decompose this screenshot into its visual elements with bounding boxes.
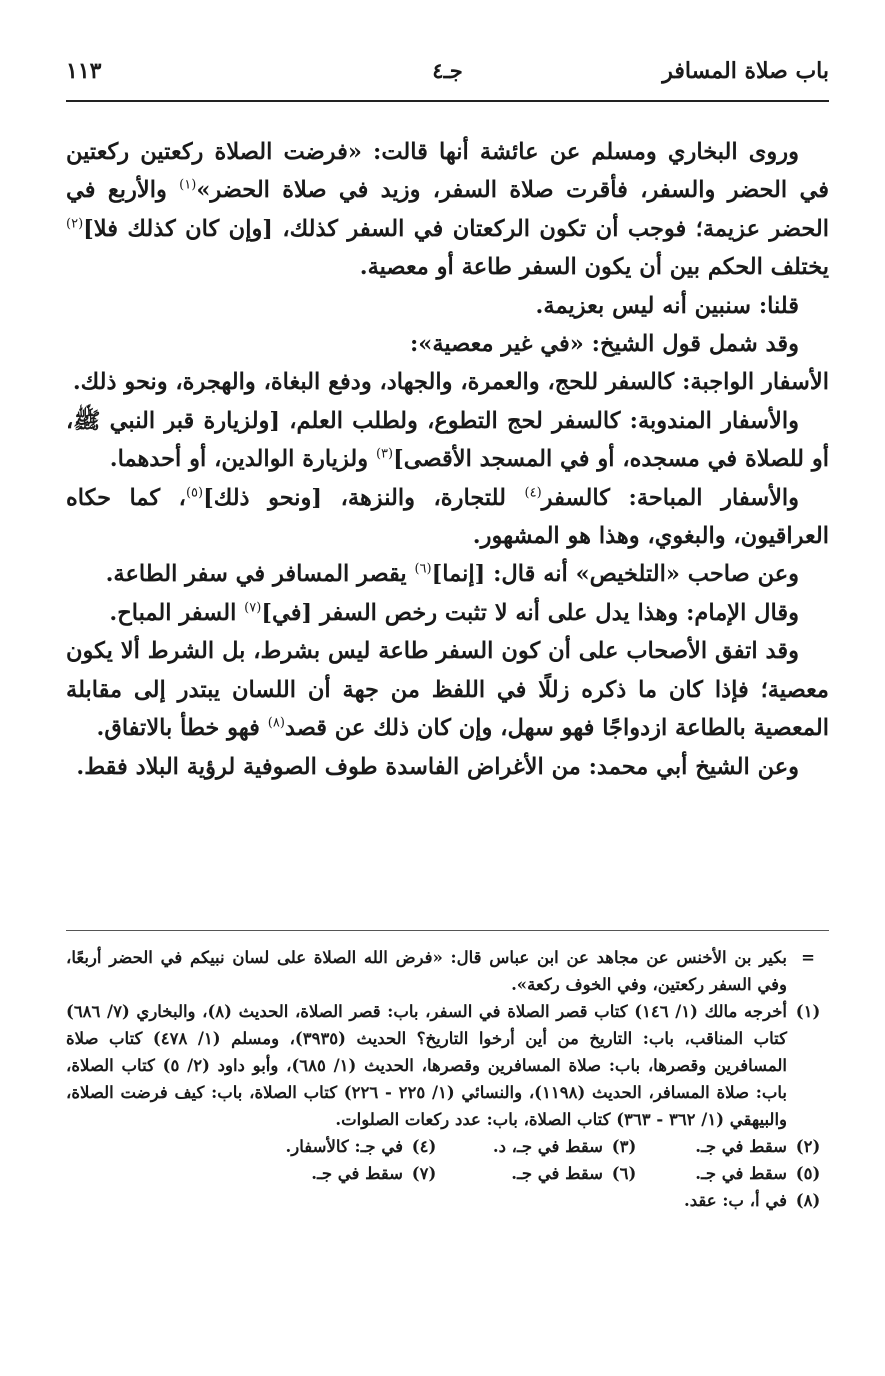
footnote-text: أخرجه مالك (١/ ١٤٦) كتاب قصر الصلاة في السفر، باب: قصر الصلاة، الحديث (٨)، والبخاري (٧/ ٦٨٦) كتاب المناقب، باب: التاريخ من أين أرخوا التاريخ؟ الحديث (٣٩٣٥)، ومسلم (١/ ٤٧٨) كتاب صلاة المسافرين وقصرها، باب: صلاة المسافرين وقصرها، الحديث (١/ ٦٨٥)، وأبو داود (٢/ ٥) كتاب الصلاة، باب: صلاة المسافر، الحديث (١١٩٨)، والنسائي (١/ ٢٢٥ - ٢٢٦) كتاب الصلاة، باب: كيف فرضت الصلاة، والبيهقي (١/ ٣٦٢ - ٣٦٣) كتاب الصلاة، باب: عدد ركعات الصلوات. (66, 1002, 787, 1129)
paragraph-text: يختلف الحكم بين أن يكون السفر طاعة أو معصية. (359, 254, 829, 281)
footnote-6 (445, 1160, 645, 1187)
paragraph (66, 594, 829, 632)
footnote-marker: (١) (795, 1002, 821, 1021)
footnote-7 (66, 1160, 445, 1187)
paragraph-text: وقال الإمام: وهذا يدل على أنه لا تثبت رخص السفر [في] (261, 599, 799, 626)
footnote-rule (66, 930, 829, 931)
paragraph-text: وعن صاحب «التلخيص» أنه قال: [إنما] (431, 561, 799, 588)
paragraph-text: السفر المباح. (109, 599, 245, 626)
paragraph (66, 632, 829, 747)
footnote-ref: (٦) (414, 561, 432, 577)
running-header (66, 58, 829, 94)
paragraph (66, 555, 829, 593)
footnote-marker: (٥) (795, 1164, 821, 1183)
chapter-title: باب صلاة المسافر (662, 58, 829, 84)
footnote-marker: (٣) (611, 1137, 637, 1156)
paragraph-text: والأسفار المباحة: كالسفر (541, 484, 800, 511)
footnote-text: سقط في جـ، د. (492, 1137, 603, 1156)
footnote-text: سقط في جـ. (695, 1164, 787, 1183)
footnote-ref: (٢) (66, 216, 84, 232)
footnote-4 (66, 1133, 445, 1160)
footnote-text: سقط في جـ. (695, 1137, 787, 1156)
paragraph (66, 402, 829, 479)
footnote-marker: (٢) (795, 1137, 821, 1156)
footnote-marker: (٨) (795, 1191, 821, 1210)
footnote-text: بكير بن الأخنس عن مجاهد عن ابن عباس قال: «فرض الله الصلاة على لسان نبيكم في الحضر أربعًا، وفي السفر ركعتين، وفي الخوف ركعة». (66, 948, 787, 994)
footnotes (66, 944, 829, 1214)
paragraph: قلنا: سنبين أنه ليس بعزيمة. (535, 292, 799, 319)
footnote-marker: (٦) (611, 1164, 637, 1183)
paragraph-text: ، كما حكاه العراقيون، والبغوي، وهذا هو المشهور. (66, 484, 829, 550)
paragraph (66, 479, 829, 556)
footnote-ref: (٥) (185, 485, 204, 501)
footnote-text: سقط في جـ. (511, 1164, 603, 1183)
paragraph-text: وروى البخاري ومسلم عن عائشة أنها قالت: «فرضت الصلاة ركعتين ركعتين في الحضر والسفر، فأقرت صلاة السفر، وزيد في صلاة الحضر» (66, 139, 829, 204)
footnote-5 (645, 1160, 829, 1187)
footnote-marker: = (801, 948, 815, 967)
footnote-continuation (66, 944, 829, 998)
paragraph-text: يقصر المسافر في سفر الطاعة. (105, 561, 415, 588)
short-footnotes (66, 1133, 829, 1214)
footnote-marker: (٧) (411, 1164, 437, 1183)
paragraph-text: والأربع في الحضر عزيمة؛ فوجب أن تكون الركعتان في السفر كذلك، [وإن كان كذلك فلا] (66, 177, 829, 242)
main-text (66, 133, 829, 786)
footnote-text: في أ، ب: عقد. (683, 1191, 787, 1210)
volume-label: جـ٤ (432, 58, 463, 83)
paragraph (66, 133, 829, 287)
footnote-text: في جـ: كالأسفار. (285, 1137, 403, 1156)
paragraph-text: للتجارة، والنزهة، [ونحو ذلك] (203, 484, 525, 511)
paragraph-text: وقد اتفق الأصحاب على أن كون السفر طاعة ليس بشرط، بل الشرط ألا يكون معصية؛ فإذا كان ما ذكره زللًا في اللفظ من جهة أن اللسان يبتدر إلى مقابلة المعصية بالطاعة ازدواجًا فهو سهل، وإن كان ذلك عن قصد (66, 638, 829, 742)
footnote-ref: (٤) (524, 485, 542, 501)
footnote-3 (445, 1133, 645, 1160)
paragraph: وقد شمل قول الشيخ: «في غير معصية»: (409, 331, 799, 358)
paragraph: الأسفار الواجبة: كالسفر للحج، والعمرة، والجهاد، ودفع البغاة، والهجرة، ونحو ذلك. (72, 369, 829, 396)
footnote-8 (645, 1187, 829, 1214)
footnote-ref: (١) (179, 177, 197, 193)
paragraph: وعن الشيخ أبي محمد: من الأغراض الفاسدة طوف الصوفية لرؤية البلاد فقط. (76, 753, 799, 780)
paragraph-text: فهو خطأ بالاتفاق. (96, 715, 268, 742)
paragraph-text: والأسفار المندوبة: كالسفر لحج التطوع، ولطلب العلم، [ولزيارة قبر النبي ﷺ، أو للصلاة في مسجده، أو في المسجد الأقصى] (66, 407, 829, 473)
footnote-2 (645, 1133, 829, 1160)
paragraph-text: ولزيارة الوالدين، أو أحدهما. (109, 446, 376, 473)
footnote-ref: (٧) (244, 600, 262, 616)
footnote-ref: (٣) (375, 446, 394, 462)
footnote-text: سقط في جـ. (311, 1164, 403, 1183)
footnote-1 (66, 998, 829, 1133)
header-rule (66, 100, 829, 102)
footnote-ref: (٨) (267, 715, 285, 731)
footnote-marker: (٤) (411, 1137, 437, 1156)
page-number: ١١٣ (66, 58, 102, 84)
